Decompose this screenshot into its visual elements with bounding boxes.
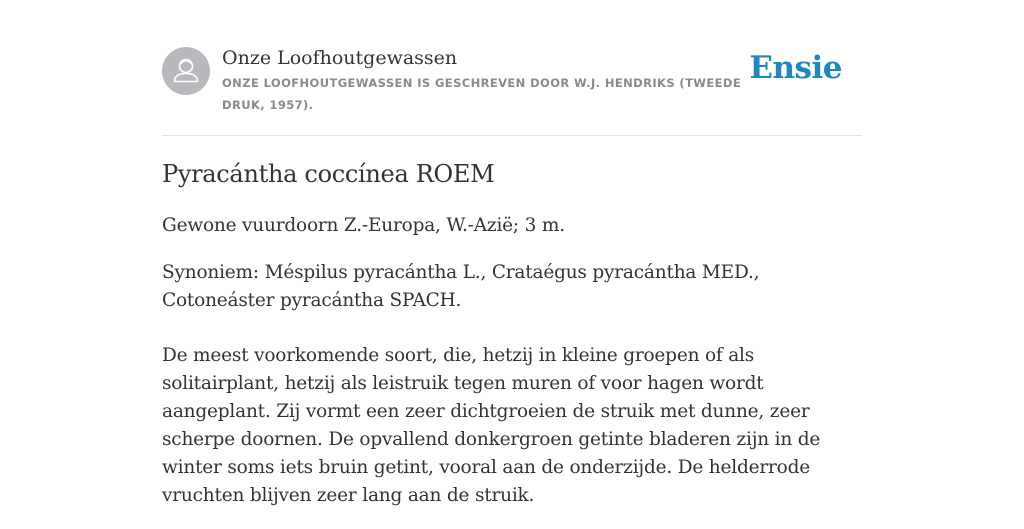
- article-title: Pyracántha coccínea ROEM: [162, 160, 495, 188]
- brand-logo[interactable]: Ensie: [749, 50, 842, 86]
- page-container: [162, 0, 862, 506]
- user-silhouette-icon: [162, 47, 210, 95]
- article-paragraph: Gewone vuurdoorn Z.-Europa, W.-Azië; 3 m.: [162, 215, 565, 236]
- author-block: [222, 45, 752, 116]
- author-avatar[interactable]: [162, 47, 210, 95]
- author-description: ONZE LOOFHOUTGEWASSEN IS GESCHREVEN DOOR W.J. HENDRIKS (TWEEDE DRUK, 1957).: [222, 76, 742, 112]
- article-header: [162, 0, 862, 136]
- article-paragraph: De meest voorkomende soort, die, hetzij in kleine groepen of als solitairplant, hetzij als leistruik tegen muren of voor hagen wordt aangeplant. Zij vormt een zeer dichtgroeien de struik met dunne, zeer scherpe doornen. De opvallend donkergroen getinte bladeren zijn in de winter soms iets bruin getint, vooral aan de onderzijde. De helderrode vruchten blijven zeer lang aan de struik.: [162, 345, 821, 506]
- author-name[interactable]: Onze Loofhoutgewassen: [222, 47, 458, 69]
- article-body: [162, 212, 862, 529]
- article-paragraph: Synoniem: Méspilus pyracántha L., Crataégus pyracántha MED., Cotoneáster pyracántha SPACH.: [162, 262, 760, 311]
